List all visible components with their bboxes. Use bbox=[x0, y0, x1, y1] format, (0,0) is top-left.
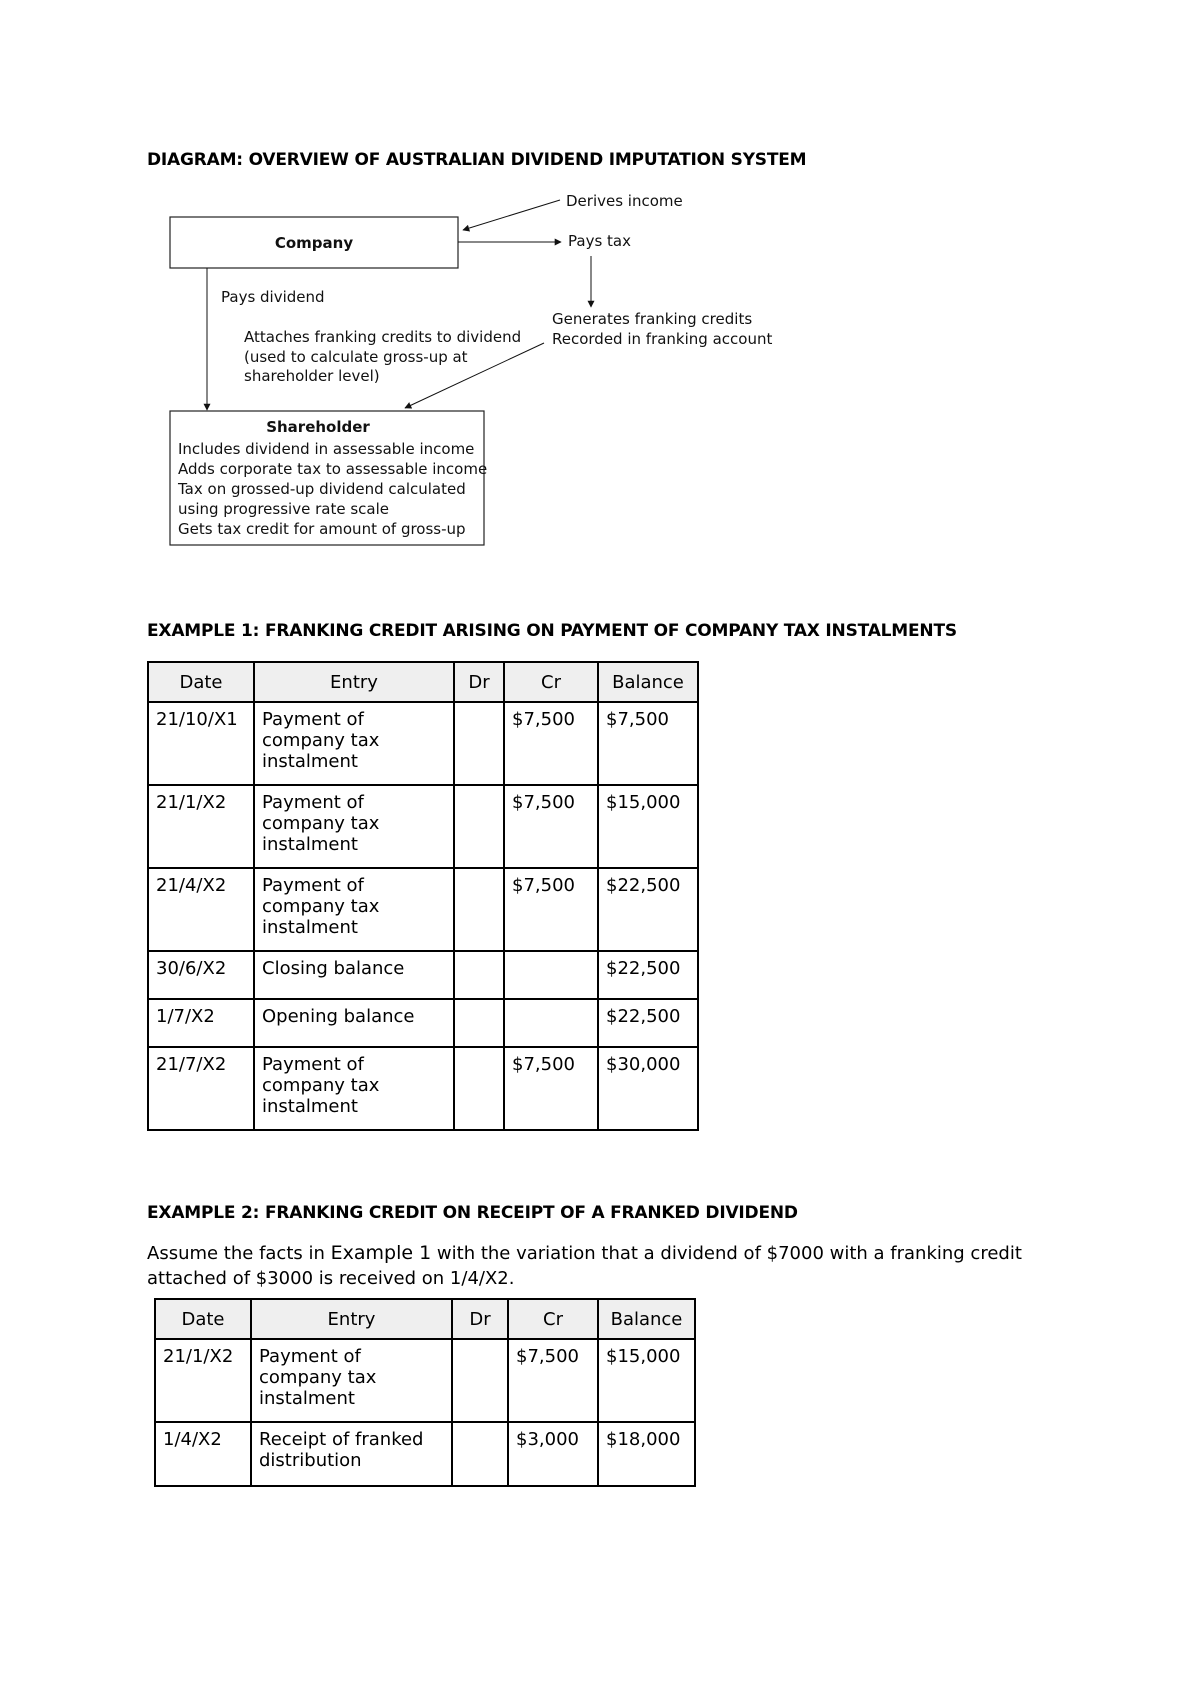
dr-cell bbox=[454, 785, 504, 868]
date-cell: 21/1/X2 bbox=[155, 1339, 251, 1422]
balance-cell: $22,500 bbox=[598, 999, 698, 1047]
date-cell: 30/6/X2 bbox=[148, 951, 254, 999]
table-row bbox=[155, 1422, 695, 1486]
column-header-date: Date bbox=[155, 1299, 251, 1339]
example2-heading: EXAMPLE 2: FRANKING CREDIT ON RECEIPT OF A FRANKED DIVIDEND bbox=[147, 1203, 798, 1223]
dr-cell bbox=[454, 1047, 504, 1130]
date-cell: 21/10/X1 bbox=[148, 702, 254, 785]
column-header-balance: Balance bbox=[598, 662, 698, 702]
pays-dividend-label: Pays dividend bbox=[221, 288, 325, 306]
attaches-line-2: (used to calculate gross-up at bbox=[244, 348, 468, 366]
date-cell: 21/4/X2 bbox=[148, 868, 254, 951]
cr-cell: $7,500 bbox=[504, 702, 598, 785]
shareholder-line-1: Includes dividend in assessable income bbox=[178, 440, 475, 458]
attaches-line-3: shareholder level) bbox=[244, 367, 380, 385]
intro-text-after: with the variation that a dividend of $7000 with a franking credit attached of $3000 is received on 1/4/X2. bbox=[147, 1243, 1022, 1289]
dr-cell bbox=[452, 1422, 508, 1486]
date-cell: 1/4/X2 bbox=[155, 1422, 251, 1486]
column-header-dr: Dr bbox=[452, 1299, 508, 1339]
column-header-cr: Cr bbox=[508, 1299, 598, 1339]
column-header-balance: Balance bbox=[598, 1299, 695, 1339]
entry-cell: Payment of company tax instalment bbox=[254, 1047, 454, 1130]
cr-cell: $7,500 bbox=[508, 1339, 598, 1422]
entry-cell: Receipt of franked distribution bbox=[251, 1422, 452, 1486]
dr-cell bbox=[454, 702, 504, 785]
cr-cell: $7,500 bbox=[504, 868, 598, 951]
derives-income-arrow bbox=[463, 200, 560, 230]
imputation-diagram bbox=[0, 0, 1200, 560]
column-header-cr: Cr bbox=[504, 662, 598, 702]
dr-cell bbox=[454, 868, 504, 951]
balance-cell: $22,500 bbox=[598, 951, 698, 999]
balance-cell: $15,000 bbox=[598, 1339, 695, 1422]
date-cell: 21/7/X2 bbox=[148, 1047, 254, 1130]
date-cell: 1/7/X2 bbox=[148, 999, 254, 1047]
table-row bbox=[148, 999, 698, 1047]
column-header-entry: Entry bbox=[251, 1299, 452, 1339]
balance-cell: $15,000 bbox=[598, 785, 698, 868]
table-header-row bbox=[155, 1299, 695, 1339]
entry-cell: Payment of company tax instalment bbox=[254, 868, 454, 951]
cr-cell: $7,500 bbox=[504, 785, 598, 868]
balance-cell: $18,000 bbox=[598, 1422, 695, 1486]
table-row bbox=[148, 702, 698, 785]
derives-income-label: Derives income bbox=[566, 192, 683, 210]
column-header-date: Date bbox=[148, 662, 254, 702]
shareholder-line-2: Adds corporate tax to assessable income bbox=[178, 460, 488, 478]
attaches-line-1: Attaches franking credits to dividend bbox=[244, 328, 522, 346]
dr-cell bbox=[454, 999, 504, 1047]
table-header-row bbox=[148, 662, 698, 702]
dr-cell bbox=[454, 951, 504, 999]
balance-cell: $22,500 bbox=[598, 868, 698, 951]
table-row bbox=[148, 1047, 698, 1130]
shareholder-label: Shareholder bbox=[266, 418, 370, 436]
pays-tax-label: Pays tax bbox=[568, 232, 631, 250]
diagram-heading: DIAGRAM: OVERVIEW OF AUSTRALIAN DIVIDEND IMPUTATION SYSTEM bbox=[147, 150, 807, 170]
column-header-dr: Dr bbox=[454, 662, 504, 702]
entry-cell: Payment of company tax instalment bbox=[254, 785, 454, 868]
entry-cell: Opening balance bbox=[254, 999, 454, 1047]
table-row bbox=[148, 868, 698, 951]
entry-cell: Closing balance bbox=[254, 951, 454, 999]
intro-text-before: Assume the facts in bbox=[147, 1243, 331, 1264]
column-header-entry: Entry bbox=[254, 662, 454, 702]
generates-line-1: Generates franking credits bbox=[552, 310, 753, 328]
entry-cell: Payment of company tax instalment bbox=[251, 1339, 452, 1422]
cr-cell: $7,500 bbox=[504, 1047, 598, 1130]
balance-cell: $7,500 bbox=[598, 702, 698, 785]
generates-line-2: Recorded in franking account bbox=[552, 330, 773, 348]
cr-cell: $3,000 bbox=[508, 1422, 598, 1486]
dr-cell bbox=[452, 1339, 508, 1422]
example1-table bbox=[147, 661, 699, 1131]
shareholder-line-5: Gets tax credit for amount of gross-up bbox=[178, 520, 466, 538]
table-row bbox=[148, 785, 698, 868]
example2-table bbox=[154, 1298, 696, 1487]
company-label: Company bbox=[274, 234, 354, 252]
cr-cell bbox=[504, 999, 598, 1047]
cr-cell bbox=[504, 951, 598, 999]
shareholder-line-4: using progressive rate scale bbox=[178, 500, 389, 518]
balance-cell: $30,000 bbox=[598, 1047, 698, 1130]
table-row bbox=[155, 1339, 695, 1422]
entry-cell: Payment of company tax instalment bbox=[254, 702, 454, 785]
example1-heading: EXAMPLE 1: FRANKING CREDIT ARISING ON PAYMENT OF COMPANY TAX INSTALMENTS bbox=[147, 621, 957, 641]
table-row bbox=[148, 951, 698, 999]
date-cell: 21/1/X2 bbox=[148, 785, 254, 868]
shareholder-line-3: Tax on grossed-up dividend calculated bbox=[178, 480, 466, 498]
example2-intro bbox=[147, 1241, 1087, 1291]
example1-reference: Example 1 bbox=[330, 1242, 432, 1264]
